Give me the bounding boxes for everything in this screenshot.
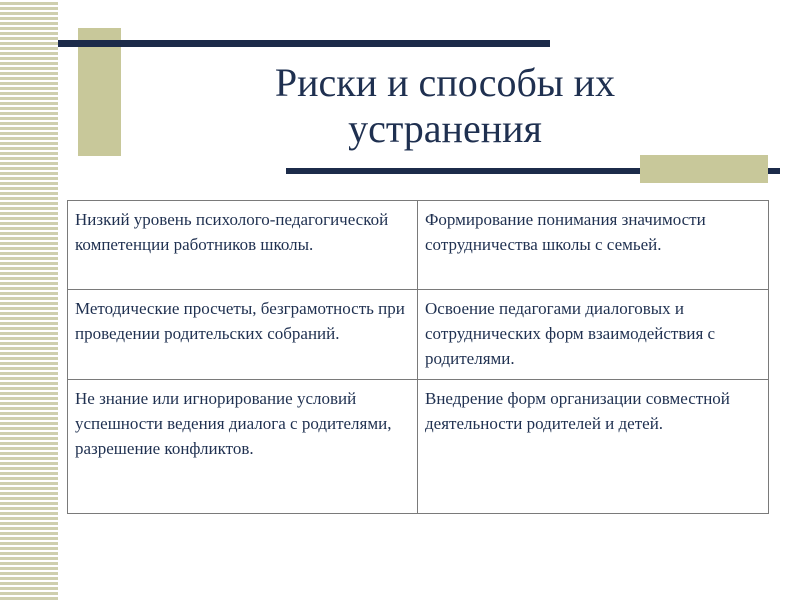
decorative-navy-line-top [58,40,550,47]
solution-cell: Внедрение форм организации совместной деятельности родителей и детей. [418,380,769,514]
risks-table [67,200,769,514]
table-row [68,201,769,290]
table-row [68,290,769,380]
solution-cell: Формирование понимания значимости сотрудничества школы с семьей. [418,201,769,290]
slide-title [150,60,740,152]
table-row [68,380,769,514]
risk-cell: Не знание или игнорирование условий успешности ведения диалога с родителями, разрешение конфликтов. [68,380,418,514]
decorative-olive-block-top [78,28,121,156]
slide-title-line1: Риски и способы их [274,60,616,105]
risk-cell: Низкий уровень психолого-педагогической компетенции работников школы. [68,201,418,290]
left-stripe-decoration [0,0,58,600]
solution-cell: Освоение педагогами диалоговых и сотруднических форм взаимодействия с родителями. [418,290,769,380]
risk-cell: Методические просчеты, безграмотность при проведении родительских собраний. [68,290,418,380]
slide-title-line2: устранения [348,106,542,151]
decorative-olive-block-bottom [640,155,768,183]
